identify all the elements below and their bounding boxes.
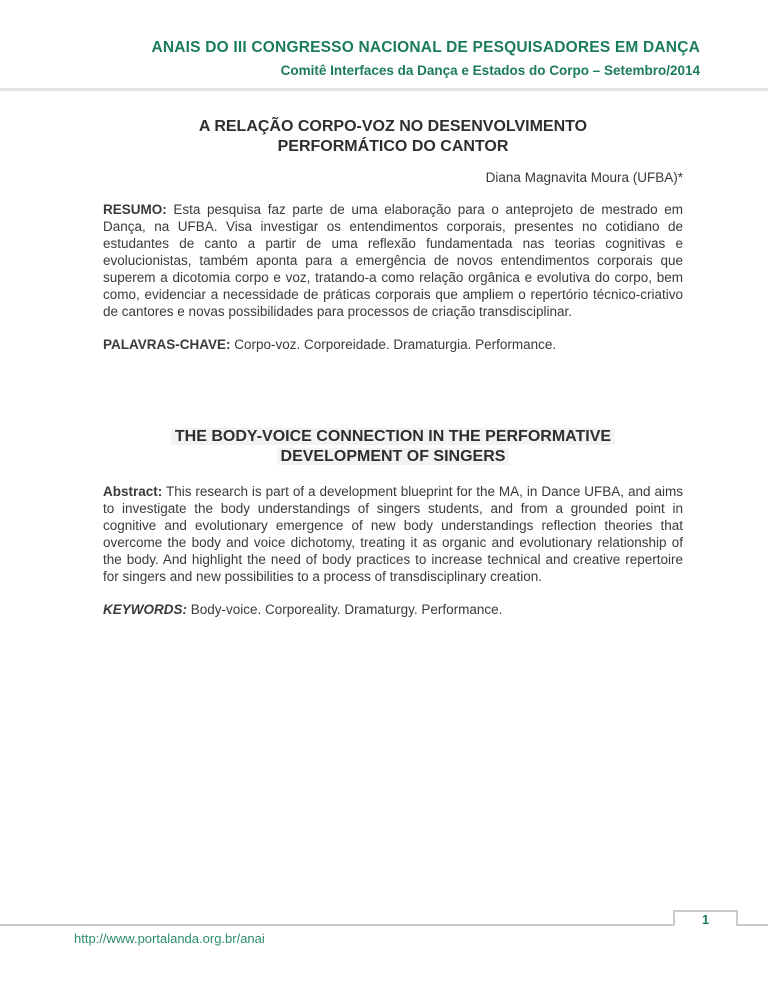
palavras-chave-text: Corpo-voz. Corporeidade. Dramaturgia. Performance.: [230, 337, 557, 352]
article-title-en-line1: [103, 427, 683, 447]
keywords-label: KEYWORDS:: [103, 602, 187, 617]
keywords-line: [103, 601, 683, 618]
page-number-tab: [673, 910, 738, 926]
article-title-en-line2: [103, 447, 683, 467]
abstract-paragraph: [103, 483, 683, 585]
keywords-text: Body-voice. Corporeality. Dramaturgy. Performance.: [187, 602, 503, 617]
footer-url-link[interactable]: http://www.portalanda.org.br/anai: [74, 931, 265, 946]
palavras-chave-label: PALAVRAS-CHAVE:: [103, 337, 231, 352]
article-title-pt: [103, 117, 683, 157]
resumo-text: Esta pesquisa faz parte de uma elaboração para o anteprojeto de mestrado em Dança, na UFBA. Visa investigar os entendimentos corporais, presentes no cotidiano de estudantes de canto a partir de uma reflexão fundamentada nas teorias cognitivas e evolucionistas, também aponta para a emergência de novos entendimentos corporais que superem a dicotomia corpo e voz, tratando-a como relação orgânica e evolutiva do corpo, bem como, evidenciar a necessidade de práticas corporais que ampliem o repertório técnico-criativo de cantores e novas possibilidades para processos de criação transdisciplinar.: [103, 202, 683, 319]
palavras-chave-line: [103, 336, 683, 353]
proceedings-header: [0, 0, 768, 80]
proceedings-subtitle: Comitê Interfaces da Dança e Estados do Corpo – Setembro/2014: [280, 63, 700, 78]
article-title-pt-line2: PERFORMÁTICO DO CANTOR: [277, 138, 509, 155]
page-number: 1: [701, 911, 710, 927]
article-title-en-line1-text: THE BODY-VOICE CONNECTION IN THE PERFORMATIVE: [171, 428, 615, 445]
resumo-paragraph: [103, 201, 683, 320]
abstract-text: This research is part of a development blueprint for the MA, in Dance UFBA, and aims to investigate the body understandings of singers students, and from a grounded point in cognitive and evolutionary emergence of new body understandings reflection theories that overcome the body and voice dichotomy, treating it as organic and evolutionary relationship of the body. And highlight the need of body practices to increase technical and creative repertoire for singers and new possibilities to a process of transdisciplinary creation.: [103, 484, 683, 584]
article-title-en: [103, 427, 683, 467]
article-title-en-line2-text: DEVELOPMENT OF SINGERS: [277, 448, 510, 465]
article-title-pt-line1: A RELAÇÃO CORPO-VOZ NO DESENVOLVIMENTO: [198, 118, 588, 135]
abstract-label: Abstract:: [103, 484, 163, 499]
proceedings-title: ANAIS DO III CONGRESSO NACIONAL DE PESQUISADORES EM DANÇA: [151, 39, 700, 56]
resumo-label: RESUMO:: [103, 202, 167, 217]
footer-divider: [0, 924, 768, 926]
article-body: [103, 117, 683, 618]
header-divider: [0, 88, 768, 91]
author-line: Diana Magnavita Moura (UFBA)*: [485, 170, 683, 185]
